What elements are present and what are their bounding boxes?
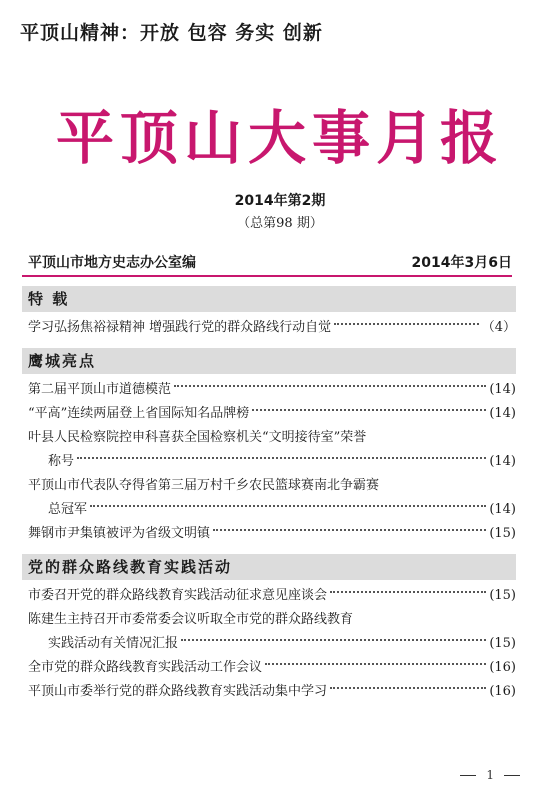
masthead-title: 平顶山大事月报 (55, 104, 504, 172)
entry-title: 平顶山市代表队夺得省第三届万村千乡农民篮球赛南北争霸赛 (28, 478, 380, 493)
page-number (450, 768, 530, 782)
total-issue-number: （总第98 期） (237, 216, 323, 231)
dot-leader (213, 529, 486, 531)
entry-page: (14) (489, 502, 516, 517)
page-number-value: 1 (486, 768, 494, 782)
toc-entry[interactable] (22, 474, 516, 498)
toc-entry[interactable] (22, 584, 516, 608)
entry-title-continued: 总冠军 (48, 502, 88, 517)
entry-page: (15) (489, 588, 516, 603)
entry-page: (14) (489, 454, 516, 469)
folio-dash (460, 775, 476, 776)
entry-title: 平顶山市委举行党的群众路线教育实践活动集中学习 (28, 684, 328, 699)
dot-leader (181, 639, 486, 641)
dot-leader (90, 505, 486, 507)
dot-leader (265, 663, 486, 665)
table-of-contents (22, 286, 516, 704)
entry-title-continued: 实践活动有关情况汇报 (48, 636, 179, 651)
dot-leader (334, 323, 479, 325)
toc-entry-continuation[interactable] (22, 632, 516, 656)
entry-page: (16) (489, 660, 516, 675)
divider-rule (22, 275, 512, 277)
folio-dash (504, 775, 520, 776)
entry-page: (16) (489, 684, 516, 699)
entry-title-continued: 称号 (48, 454, 75, 469)
toc-entry[interactable] (22, 426, 516, 450)
toc-entry-continuation[interactable] (22, 498, 516, 522)
entry-title: 全市党的群众路线教育实践活动工作会议 (28, 660, 263, 675)
issue-number: 2014年第2期 (234, 193, 326, 209)
dot-leader (174, 385, 486, 387)
entry-title: 陈建生主持召开市委常委会议听取全市党的群众路线教育 (28, 612, 354, 627)
entry-page: (15) (489, 636, 516, 651)
toc-entry[interactable] (22, 522, 516, 546)
toc-entry[interactable] (22, 316, 516, 340)
publish-date: 2014年3月6日 (411, 255, 512, 271)
toc-entry[interactable] (22, 402, 516, 426)
dot-leader (77, 457, 486, 459)
entry-title: 舞钢市尹集镇被评为省级文明镇 (28, 526, 211, 541)
toc-entry[interactable] (22, 378, 516, 402)
entry-title: “平高”连续两届登上省国际知名品牌榜 (28, 406, 250, 421)
section-header: 鹰城亮点 (22, 348, 516, 374)
entry-title: 第二届平顶山市道德模范 (28, 382, 172, 397)
toc-entry[interactable] (22, 656, 516, 680)
section-header: 特 载 (22, 286, 516, 312)
entry-page: (15) (489, 526, 516, 541)
entry-page: (14) (489, 382, 516, 397)
dot-leader (330, 591, 486, 593)
toc-entry[interactable] (22, 608, 516, 632)
dot-leader (330, 687, 486, 689)
entry-page: （4） (481, 320, 516, 335)
toc-entry-continuation[interactable] (22, 450, 516, 474)
section-header: 党的群众路线教育实践活动 (22, 554, 516, 580)
toc-entry[interactable] (22, 680, 516, 704)
entry-title: 市委召开党的群众路线教育实践活动征求意见座谈会 (28, 588, 328, 603)
entry-title: 学习弘扬焦裕禄精神 增强践行党的群众路线行动自觉 (28, 320, 332, 335)
slogan: 平顶山精神：开放 包容 务实 创新 (20, 22, 323, 44)
editor-name: 平顶山市地方史志办公室编 (28, 255, 196, 271)
entry-title: 叶县人民检察院控申科喜获全国检察机关“文明接待室”荣誉 (28, 430, 367, 445)
dot-leader (252, 409, 486, 411)
entry-page: (14) (489, 406, 516, 421)
